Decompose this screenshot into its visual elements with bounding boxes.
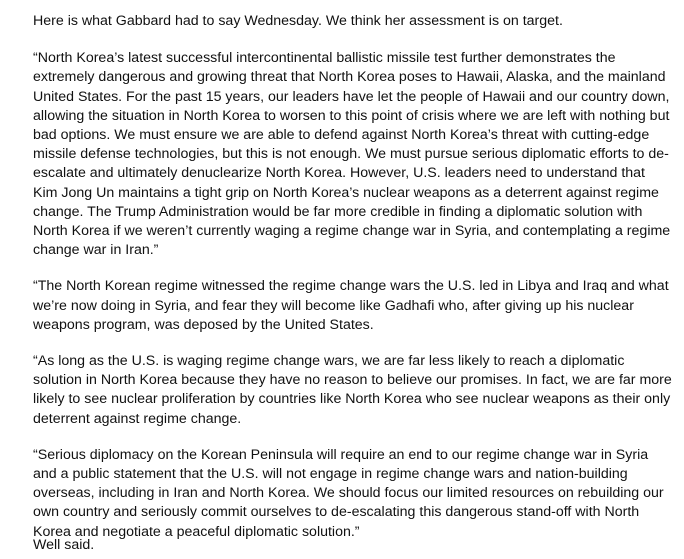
- intro-paragraph: Here is what Gabbard had to say Wednesday. We think her assessment is on target.: [33, 13, 563, 29]
- document-body: [33, 12, 673, 559]
- quote-paragraph-serious-diplomacy: “Serious diplomacy on the Korean Peninsula will require an end to our regime change war in Syria and a public statement that the U.S. will not engage in regime change wars and nation-building overseas, including in Iran and North Korea. We should focus our limited resources on rebuilding our own country and seriously commit ourselves to de-escalating this dangerous stand-off with North Korea and negotiate a peaceful diplomatic solution.”: [33, 446, 664, 540]
- quote-paragraph-missile-test: “North Korea’s latest successful intercontinental ballistic missile test further demonstrates the extremely dangerous and growing threat that North Korea poses to Hawaii, Alaska, and the mainland United States. For the past 15 years, our leaders have let the people of Hawaii and our country down, allowing the situation in North Korea to worsen to this point of crisis where we are left with nothing but bad options. We must ensure we are able to defend against North Korea’s threat with cutting-edge missile defense technologies, but this is not enough. We must pursue serious diplomatic efforts to de-escalate and ultimately denuclearize North Korea. However, U.S. leaders need to understand that Kim Jong Un maintains a tight grip on North Korea’s nuclear weapons as a deterrent against regime change. The Trump Administration would be far more credible in finding a diplomatic solution with North Korea if we weren’t currently waging a regime change war in Syria, and contemplating a regime change war in Iran.”: [33, 50, 671, 259]
- cutoff-text-line: Well said.: [33, 537, 95, 553]
- quote-paragraph-nuclear-proliferation: “As long as the U.S. is waging regime change wars, we are far less likely to reach a diplomatic solution in North Korea because they have no reason to believe our promises. In fact, we are far more likely to see nuclear proliferation by countries like North Korea who see nuclear weapons as their only deterrent against regime change.: [33, 353, 672, 427]
- quote-paragraph-regime-change-wars: “The North Korean regime witnessed the regime change wars the U.S. led in Libya and Iraq and what we’re now doing in Syria, and fear they will become like Gadhafi who, after giving up his nuclear weapons program, was deposed by the United States.: [33, 278, 669, 333]
